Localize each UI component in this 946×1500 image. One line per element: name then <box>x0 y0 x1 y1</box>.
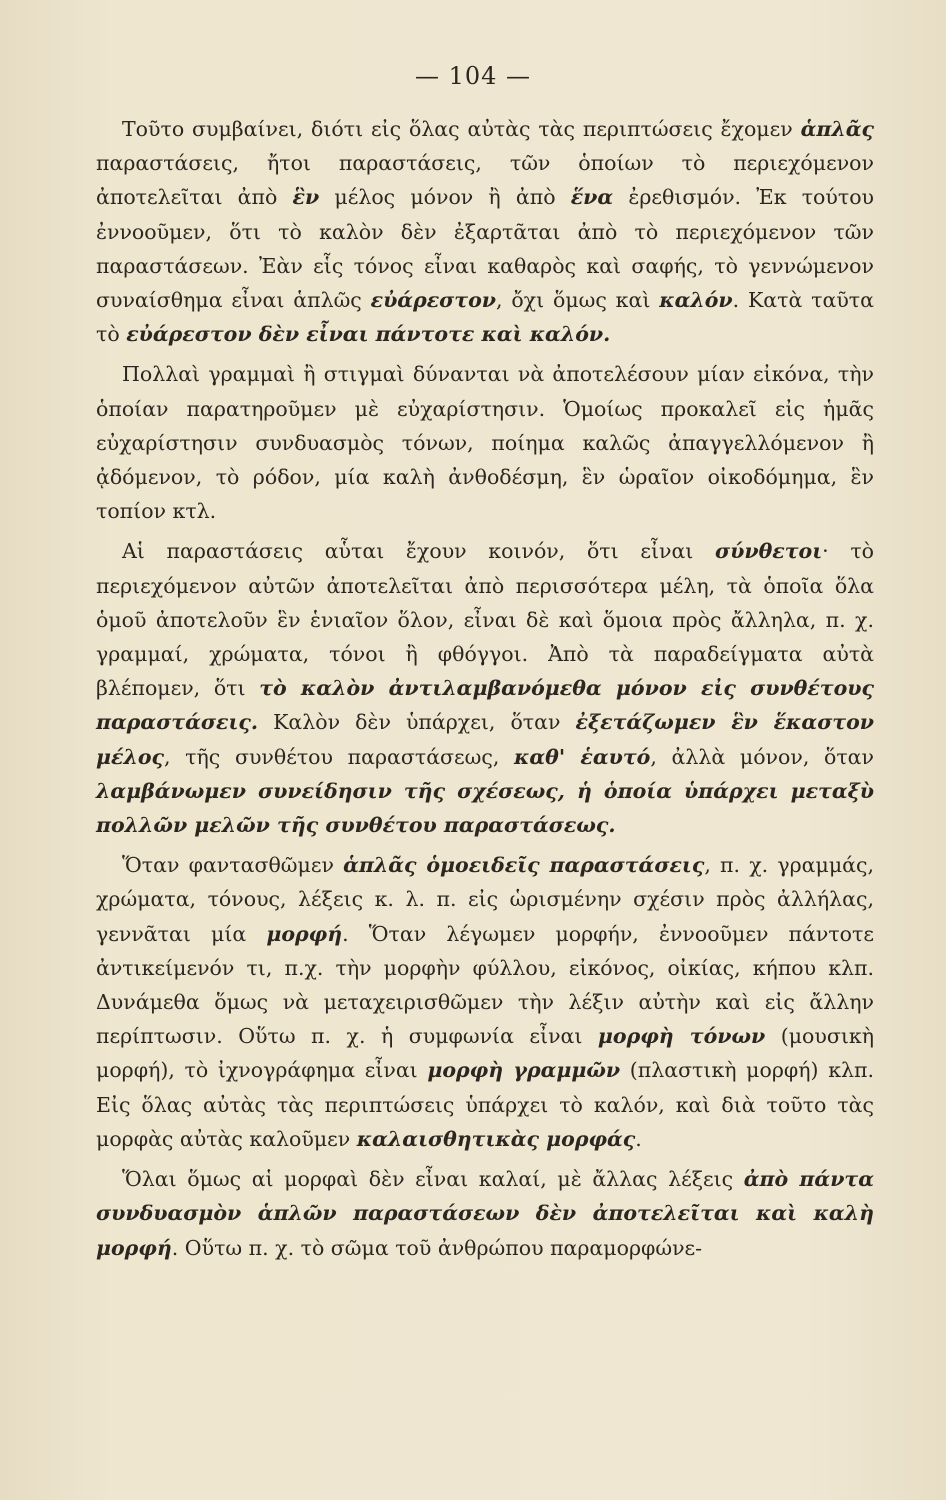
emphasis-text: ἕνα <box>570 185 614 210</box>
emphasis-text: ἓν <box>292 185 320 210</box>
paragraph <box>96 357 874 528</box>
text-run: · τὸ περιεχόμενον αὐτῶν ἀποτελεῖται ἀπὸ περισσότερα μέλη, τὰ ὁποῖα ὅλα ὁμοῦ ἀποτελοῦν ἓν ἑνιαῖον ὅλον, εἶναι δὲ καὶ ὅμοια πρὸς ἄλληλα, π. χ. γραμμαί, χρώματα, τόνοι ἢ φθόγγοι. Ἀπὸ τὰ παραδείγματα αὐτὰ βλέπομεν, ὅτι <box>96 539 875 701</box>
emphasis-text: ἀπὸ πάντα συνδυασμὸν ἁπλῶν παραστάσεων δὲν ἀποτελεῖται καὶ καλὴ μορφή <box>96 1167 874 1260</box>
text-run: , ὄχι ὅμως καὶ <box>495 288 660 313</box>
emphasis-text: καλόν <box>659 288 733 313</box>
text-run: , π. χ. γραμμάς, χρώματα, τόνους, λέξεις κ. λ. π. εἰς ὡρισμένην σχέσιν πρὸς ἀλλήλας, γεννᾶται μία <box>96 853 874 946</box>
emphasis-text: τὸ καλὸν ἀντιλαμβανόμεθα μόνον εἰς συνθέτους παραστάσεις. <box>96 676 874 735</box>
text-run: παραστάσεις, ἤτοι παραστάσεις, τῶν ὁποίων τὸ περιεχόμενον ἀποτελεῖται ἀπὸ <box>96 151 874 210</box>
paragraph <box>96 534 874 842</box>
emphasis-text: εὐάρεστον <box>370 288 496 313</box>
emphasis-text: μορφὴ τόνων <box>597 1024 766 1049</box>
emphasis-text: καθ' ἑαυτό <box>514 744 651 769</box>
text-run: . Ὅταν λέγωμεν μορφήν, ἐννοοῦμεν πάντοτε ἀντικείμενόν τι, π.χ. τὴν μορφὴν φύλλου, εἰκόνος, οἰκίας, κήπου κλπ. Δυνάμεθα ὅμως νὰ μεταχειρισθῶμεν τὴν λέξιν αὐτὴν καὶ εἰς ἄλλην περίπτωσιν. Οὕτω π. χ. ἡ συμφωνία εἶναι <box>96 921 874 1049</box>
text-run: μέλος μόνον ἢ ἀπὸ <box>319 185 571 210</box>
body-text <box>96 112 874 1271</box>
text-run: Πολλαὶ γραμμαὶ ἢ στιγμαὶ δύνανται νὰ ἀποτελέσουν μίαν εἰκόνα, τὴν ὁποίαν παρατηροῦμεν μὲ εὐχαρίστησιν. Ὁμοίως προκαλεῖ εἰς ἡμᾶς εὐχαρίστησιν συνδυασμὸς τόνων, ποίημα καλῶς ἀπαγγελλόμενον ἢ ᾀδόμενον, τὸ ρόδον, μία καλὴ ἀνθοδέσμη, ἓν ὡραῖον οἰκοδόμημα, ἓν τοπίον κτλ. <box>96 362 874 524</box>
paragraph <box>96 112 874 351</box>
text-run: . Οὕτω π. χ. τὸ σῶμα τοῦ ἀνθρώπου παραμορφώνε- <box>171 1235 703 1260</box>
text-run: Ὅλαι ὅμως αἱ μορφαὶ δὲν εἶναι καλαί, μὲ ἄλλας λέξεις <box>122 1167 744 1192</box>
text-run: Αἱ παραστάσεις αὗται ἔχουν κοινόν, ὅτι εἶναι <box>122 539 716 564</box>
text-run: (πλαστικὴ μορφή) κλπ. Εἰς ὅλας αὐτὰς τὰς περιπτώσεις ὑπάρχει τὸ καλόν, καὶ διὰ τοῦτο τὰς μορφὰς αὐτὰς καλοῦμεν <box>96 1058 874 1151</box>
emphasis-text: εὐάρεστον δὲν εἶναι πάντοτε καὶ καλόν. <box>126 322 611 347</box>
emphasis-text: σύνθετοι <box>715 539 823 564</box>
emphasis-text: ἁπλᾶς ὁμοειδεῖς παραστάσεις <box>343 853 705 878</box>
text-run: Τοῦτο συμβαίνει, διότι εἰς ὅλας αὐτὰς τὰς περιπτώσεις ἔχομεν <box>122 117 801 141</box>
text-run: . Κατὰ ταῦτα τὸ <box>96 288 874 347</box>
emphasis-text: λαμβάνωμεν συνείδησιν τῆς σχέσεως, ἡ ὁποία ὑπάρχει μεταξὺ πολλῶν μελῶν τῆς συνθέτου παραστάσεως. <box>96 778 874 838</box>
emphasis-text: ἁπλᾶς <box>800 117 874 141</box>
emphasis-text: καλαισθητικὰς μορφάς <box>356 1126 636 1151</box>
text-run: (μουσικὴ μορφή), τὸ ἰχνογράφημα εἶναι <box>96 1024 874 1083</box>
emphasis-text: ἐξετάζωμεν ἓν ἕκαστον μέλος <box>96 710 874 769</box>
text-run: ἐρεθισμόν. Ἐκ τούτου ἐννοοῦμεν, ὅτι τὸ καλὸν δὲν ἐξαρτᾶται ἀπὸ τὸ περιεχόμενον τῶν παραστάσεων. Ἐὰν εἷς τόνος εἶναι καθαρὸς καὶ σαφής, τὸ γεννώμενον συναίσθημα εἶναι ἁπλῶς <box>96 185 874 313</box>
text-run: . <box>635 1126 642 1151</box>
page-number: — 104 — <box>414 62 532 90</box>
paragraph <box>96 848 874 1156</box>
emphasis-text: μορφή <box>266 921 343 946</box>
paragraph <box>96 1162 874 1265</box>
text-run: , ἀλλὰ μόνον, ὅταν <box>650 744 874 769</box>
text-run: , τῆς συνθέτου παραστάσεως, <box>164 744 515 769</box>
text-run: Καλὸν δὲν ὑπάρχει, ὅταν <box>258 710 576 735</box>
text-run: Ὅταν φαντασθῶμεν <box>122 853 344 878</box>
emphasis-text: μορφὴ γραμμῶν <box>427 1058 621 1083</box>
